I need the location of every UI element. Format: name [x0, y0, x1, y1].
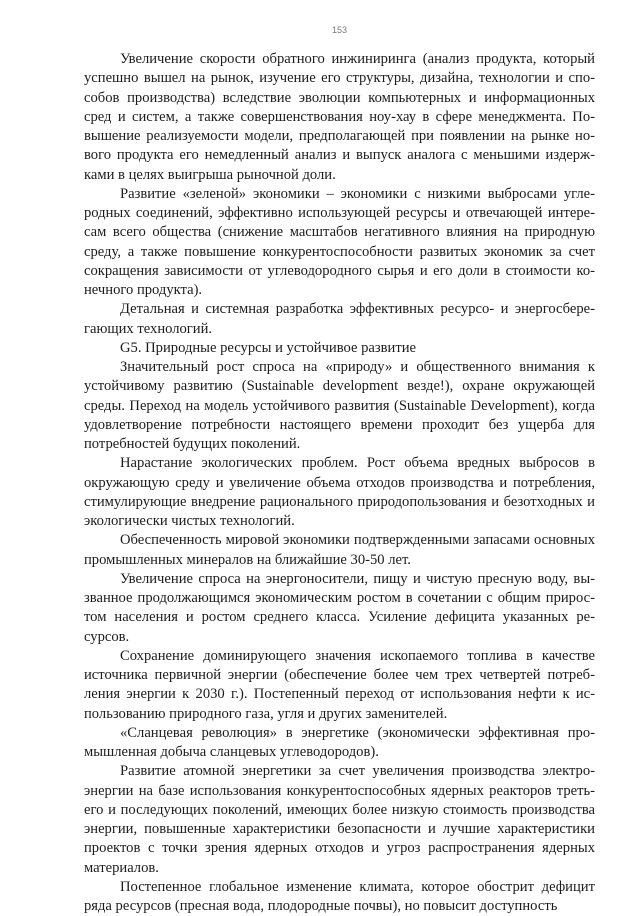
page-body: [84, 50, 595, 916]
paragraph-sustainable-development: Значительный рост спроса на «природу» и общественного внимания к устойчивому развитию (Sustainable development везде!), охране окружающей среды. Переход на модель устойчивого развития (Sustainable Development), когда удовлетворение потребности настоящего времени проходит без ущерба для потребностей будущих поколений.: [84, 359, 595, 452]
paragraph-shale-revolution: «Сланцевая революция» в энергетике (экономически эффективная промышленная добыча сланцевых углеводородов).: [84, 724, 595, 760]
paragraph-green-economy: Развитие «зеленой» экономики – экономики с низкими выбросами углеродных соединений, эффективно использующей ресурсы и отвечающей интересам всего общества (снижение масштабов негативного влияния на природную среду, а также повышение конкурентоспособности развитых экономик за счет сокращения зависимости от углеводородного сырья и его доли в стоимости конечного продукта).: [84, 185, 595, 298]
paragraph-fossil-fuel: Сохранение доминирующего значения ископаемого топлива в качестве источника первичной энергии (обеспечение более чем трех четвертей потребления энергии к 2030 г.). Постепенный переход от использования нефти к использованию природного газа, угля и других заменителей.: [84, 647, 595, 722]
paragraph-climate-change: Постепенное глобальное изменение климата, которое обострит дефицит ряда ресурсов (пресная вода, плодородные почвы), но повысит доступность: [84, 878, 595, 914]
paragraph-reverse-engineering: Увеличение скорости обратного инжиниринга (анализ продукта, который успешно вышел на рынок, изучение его структуры, дизайна, технологии и способов производства) вследствие эволюции компьютерных и информационных сред и систем, а также совершенствования ноу-хау в сфере менеджмента. Повышение реализуемости модели, предполагающей при появлении на рынке нового продукта его немедленный анализ и выпуск аналога с меньшими издержками в целях выигрыша рыночной доли.: [84, 51, 595, 183]
page-number: 153: [331, 25, 348, 35]
section-heading: G5. Природные ресурсы и устойчивое развитие: [120, 339, 417, 356]
paragraph-energy-demand: Увеличение спроса на энергоносители, пищу и чистую пресную воду, вызванное продолжающимся экономическим ростом в сочетании с общим приростом населения и ростом среднего класса. Усиление дефицита указанных ресурсов.: [84, 570, 595, 645]
paragraph-ecological-problems: Нарастание экологических проблем. Рост объема вредных выбросов в окружающую среду и увеличение объема отходов производства и потребления, стимулирующие внедрение рационального природопользования и безотходных и экологически чистых технологий.: [84, 455, 595, 529]
paragraph-resource-saving: Детальная и системная разработка эффективных ресурсо- и энергосберегающих технологий.: [84, 301, 595, 337]
paragraph-mineral-reserves: Обеспеченность мировой экономики подтвержденными запасами основных промышленных минералов на ближайшие 30-50 лет.: [84, 532, 595, 568]
paragraph-nuclear-energy: Развитие атомной энергетики за счет увеличения производства электроэнергии на базе использования конкурентоспособных ядерных реакторов третьего и последующих поколений, имеющих более низкую стоимость производства энергии, повышенные характеристики безопасности и лучшие характеристики проектов с точки зрения ядерных отходов и угроз распространения ядерных материалов.: [84, 763, 595, 876]
